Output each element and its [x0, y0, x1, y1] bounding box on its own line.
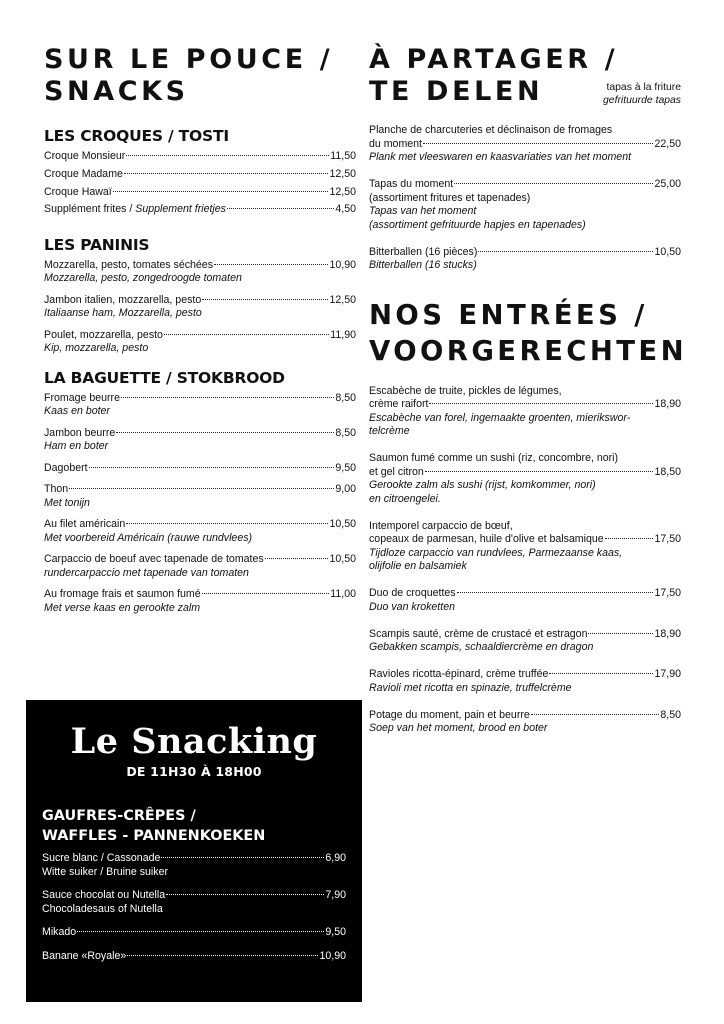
item-price: 8,50	[335, 426, 356, 439]
dot-leader	[121, 397, 334, 398]
item-translation: Italiaanse ham, Mozzarella, pesto	[44, 307, 202, 320]
menu-item	[42, 926, 346, 940]
item-price: 18,50	[654, 465, 681, 478]
dot-leader	[423, 143, 653, 144]
item-name: Thon	[44, 483, 69, 496]
item-name: Jambon beurre	[44, 426, 116, 439]
dot-leader	[127, 955, 318, 956]
item-translation: Duo van kroketten	[369, 600, 455, 613]
croques-title: LES CROQUES / TOSTI	[44, 127, 229, 145]
item-translation: Tijdloze carpaccio van rundvlees, Parmezaanse kaas,	[369, 546, 623, 559]
item-translation: Met tonijn	[44, 496, 90, 509]
item-price: 9,50	[335, 461, 356, 474]
item-name: Tapas du moment	[369, 178, 454, 190]
entrees-title-line2: VOORGERECHTEN	[369, 334, 688, 367]
menu-item	[44, 294, 356, 321]
dot-leader	[77, 931, 324, 932]
dot-leader	[265, 558, 329, 559]
entrees-title-line1: NOS ENTRÉES /	[369, 298, 648, 331]
menu-item	[44, 483, 356, 510]
item-name: copeaux de parmesan, huile d'olive et balsamique	[369, 533, 604, 545]
item-name: Jambon italien, mozzarella, pesto	[44, 293, 202, 306]
dot-leader	[113, 191, 329, 192]
dot-leader	[166, 894, 324, 895]
snacks-title-line2: SNACKS	[44, 76, 189, 107]
item-price: 18,90	[654, 627, 681, 640]
entrees-list	[369, 385, 681, 736]
item-price: 10,90	[329, 258, 356, 271]
item-translation: Met verse kaas en gerookte zalm	[44, 601, 201, 614]
item-name: Au fromage frais et saumon fumé	[44, 588, 201, 601]
menu-item	[369, 124, 681, 165]
tapas-note-fr: tapas à la friture	[606, 82, 681, 93]
menu-item	[369, 452, 681, 506]
menu-item	[369, 246, 681, 273]
item-price: 10,50	[654, 245, 681, 258]
baguette-title: LA BAGUETTE / STOKBROOD	[44, 368, 285, 387]
paninis-title: LES PANINIS	[44, 235, 150, 254]
item-translation: Tapas van het moment	[369, 205, 477, 217]
dot-leader	[457, 592, 654, 593]
item-price: 17,90	[654, 668, 681, 680]
menu-item	[369, 709, 681, 736]
dot-leader	[588, 633, 653, 634]
item-translation: Bitterballen (16 stucks)	[369, 259, 477, 271]
item-name: Dagobert	[44, 461, 88, 474]
snacks-section-title	[44, 44, 356, 108]
item-translation: en citroengelei.	[369, 492, 441, 505]
menu-item	[369, 178, 681, 232]
item-translation: Ham en boter	[44, 440, 109, 453]
menu-item	[44, 329, 356, 356]
item-translation: (assortiment gefrituurde hapjes en tapenades)	[369, 218, 586, 231]
menu-item	[44, 186, 356, 200]
menu-item	[44, 259, 356, 286]
item-price: 25,00	[654, 178, 681, 190]
dot-leader	[89, 467, 335, 468]
item-translation: Ravioli met ricotta en spinazie, truffelcrème	[369, 681, 572, 694]
dot-leader	[549, 673, 653, 674]
dot-leader	[202, 299, 328, 300]
item-translation: Kaas en boter	[44, 405, 110, 418]
item-price: 8,50	[660, 708, 681, 721]
item-price: 17,50	[654, 533, 681, 545]
item-name-nl: Supplement frietjes	[135, 203, 226, 216]
menu-item	[42, 889, 346, 916]
dot-leader	[202, 593, 330, 594]
item-price: 11,90	[330, 328, 356, 341]
item-name-line: Planche de charcuteries et déclinaison de fromages	[369, 124, 613, 136]
menu-item	[42, 852, 346, 879]
paninis-group	[44, 235, 356, 356]
item-name: Carpaccio de boeuf avec tapenade de tomates	[44, 553, 264, 566]
dot-leader	[425, 471, 654, 472]
item-name	[44, 203, 226, 217]
item-name: Sucre blanc / Cassonade	[42, 852, 161, 864]
item-price: 4,50	[335, 203, 356, 216]
item-price: 10,50	[329, 553, 356, 566]
item-name-fr: Supplément frites /	[44, 203, 136, 216]
entrees-section-title	[369, 297, 688, 369]
dot-leader	[531, 714, 660, 715]
dot-leader	[454, 183, 653, 184]
item-price: 10,90	[319, 949, 346, 962]
item-name-line: Escabèche de truite, pickles de légumes,	[369, 384, 562, 397]
dot-leader	[164, 334, 329, 335]
snacks-column	[44, 44, 356, 623]
item-translation: telcrème	[369, 425, 410, 437]
item-price: 9,50	[325, 926, 346, 938]
dot-leader	[124, 173, 329, 174]
gaufres-title-line2: WAFFLES - PANNENKOEKEN	[42, 828, 266, 844]
gaufres-list	[42, 852, 346, 973]
item-price: 22,50	[654, 137, 681, 150]
menu-item	[42, 950, 346, 964]
snacking-title: Le Snacking	[70, 721, 318, 762]
item-name: Potage du moment, pain et beurre	[369, 708, 530, 721]
item-name: Mozzarella, pesto, tomates séchées	[44, 258, 213, 271]
gaufres-title	[42, 806, 265, 846]
item-translation: Mozzarella, pesto, zongedroogde tomaten	[44, 272, 242, 285]
item-translation: Witte suiker / Bruine suiker	[42, 865, 168, 878]
item-translation: Escabèche van forel, ingemaakte groenten, mierikswor-	[369, 411, 631, 424]
partager-title-line2: TE DELEN	[369, 76, 544, 107]
item-price: 11,00	[330, 588, 356, 601]
item-translation: Kip, mozzarella, pesto	[44, 342, 149, 355]
item-name: du moment	[369, 137, 422, 150]
partager-title-line1: À PARTAGER /	[369, 44, 619, 75]
menu-item	[44, 427, 356, 454]
snacking-hours: DE 11H30 À 18H00	[126, 764, 262, 779]
item-name-line: Intemporel carpaccio de bœuf,	[369, 519, 513, 532]
menu-item	[44, 462, 356, 476]
menu-item	[369, 668, 681, 695]
dot-leader	[69, 488, 334, 489]
menu-item	[369, 628, 681, 655]
snacking-box	[26, 700, 362, 1002]
dot-leader	[161, 857, 324, 858]
dot-leader	[605, 538, 654, 539]
item-name: Ravioles ricotta-épinard, crème truffée	[369, 668, 549, 680]
item-name: Fromage beurre	[44, 391, 120, 404]
right-column	[369, 44, 688, 749]
menu-item	[44, 150, 356, 164]
item-name: et gel citron	[369, 465, 424, 478]
partager-list	[369, 124, 681, 273]
menu-item	[369, 385, 681, 439]
dot-leader	[116, 432, 334, 433]
menu-item	[369, 587, 681, 614]
item-name: Banane «Royale»	[42, 949, 127, 962]
item-price: 12,50	[329, 185, 356, 198]
item-name: crème raifort	[369, 398, 429, 410]
item-translation: Chocoladesaus of Nutella	[42, 902, 163, 915]
item-translation: Plank met vleeswaren en kaasvariaties van het moment	[369, 151, 632, 163]
item-name: Sauce chocolat ou Nutella	[42, 889, 166, 901]
item-price: 8,50	[335, 391, 356, 404]
partager-section-title	[369, 44, 681, 110]
item-translation: Soep van het moment, brood en boter	[369, 722, 548, 734]
item-translation: rundercarpaccio met tapenade van tomaten	[44, 566, 249, 579]
item-name: Croque Madame	[44, 167, 123, 180]
menu-item	[44, 518, 356, 545]
gaufres-title-line1: GAUFRES-CRÊPES /	[42, 808, 196, 824]
item-price: 17,50	[654, 587, 681, 599]
snacks-title-line1: SUR LE POUCE /	[44, 44, 334, 75]
item-translation: Met voorbereid Américain (rauwe rundvlees)	[44, 531, 253, 544]
menu-item	[44, 553, 356, 580]
item-price: 11,50	[330, 150, 356, 162]
tapas-note	[603, 82, 681, 107]
menu-item	[44, 203, 356, 217]
item-name-line: Saumon fumé comme un sushi (riz, concombre, nori)	[369, 452, 619, 464]
item-translation: olijfolie en balsamiek	[369, 560, 467, 572]
item-price: 12,50	[329, 293, 356, 306]
item-name: Duo de croquettes	[369, 587, 456, 599]
dot-leader	[126, 523, 328, 524]
menu-item	[44, 168, 356, 182]
menu-item	[369, 520, 681, 574]
item-price: 10,50	[329, 518, 356, 531]
item-price: 9,00	[335, 483, 356, 496]
item-price: 7,90	[325, 889, 346, 901]
item-name: Au filet américain	[44, 518, 126, 531]
item-translation: Gebakken scampis, schaaldiercrème en dragon	[369, 641, 594, 653]
item-name: Mikado	[42, 926, 77, 938]
tapas-note-nl: gefrituurde tapas	[603, 94, 681, 106]
item-name: Scampis sauté, crème de crustacé et estragon	[369, 627, 588, 640]
dot-leader	[478, 251, 653, 252]
dot-leader	[126, 155, 329, 156]
dot-leader	[429, 403, 653, 404]
item-price: 12,50	[329, 167, 356, 180]
menu-item	[44, 588, 356, 615]
menu-item	[44, 392, 356, 419]
item-price: 18,90	[654, 398, 681, 410]
dot-leader	[227, 208, 334, 209]
item-name: Poulet, mozzarella, pesto	[44, 328, 163, 341]
item-translation: Gerookte zalm als sushi (rijst, komkommer, nori)	[369, 479, 596, 491]
croques-group	[44, 126, 356, 217]
baguette-group	[44, 368, 356, 616]
item-name: Croque Monsieur	[44, 150, 126, 162]
item-name: Bitterballen (16 pièces)	[369, 245, 478, 258]
item-detail: (assortiment fritures et tapenades)	[369, 191, 531, 204]
item-name: Croque Hawaï	[44, 185, 112, 198]
item-price: 6,90	[325, 852, 346, 864]
dot-leader	[214, 264, 328, 265]
